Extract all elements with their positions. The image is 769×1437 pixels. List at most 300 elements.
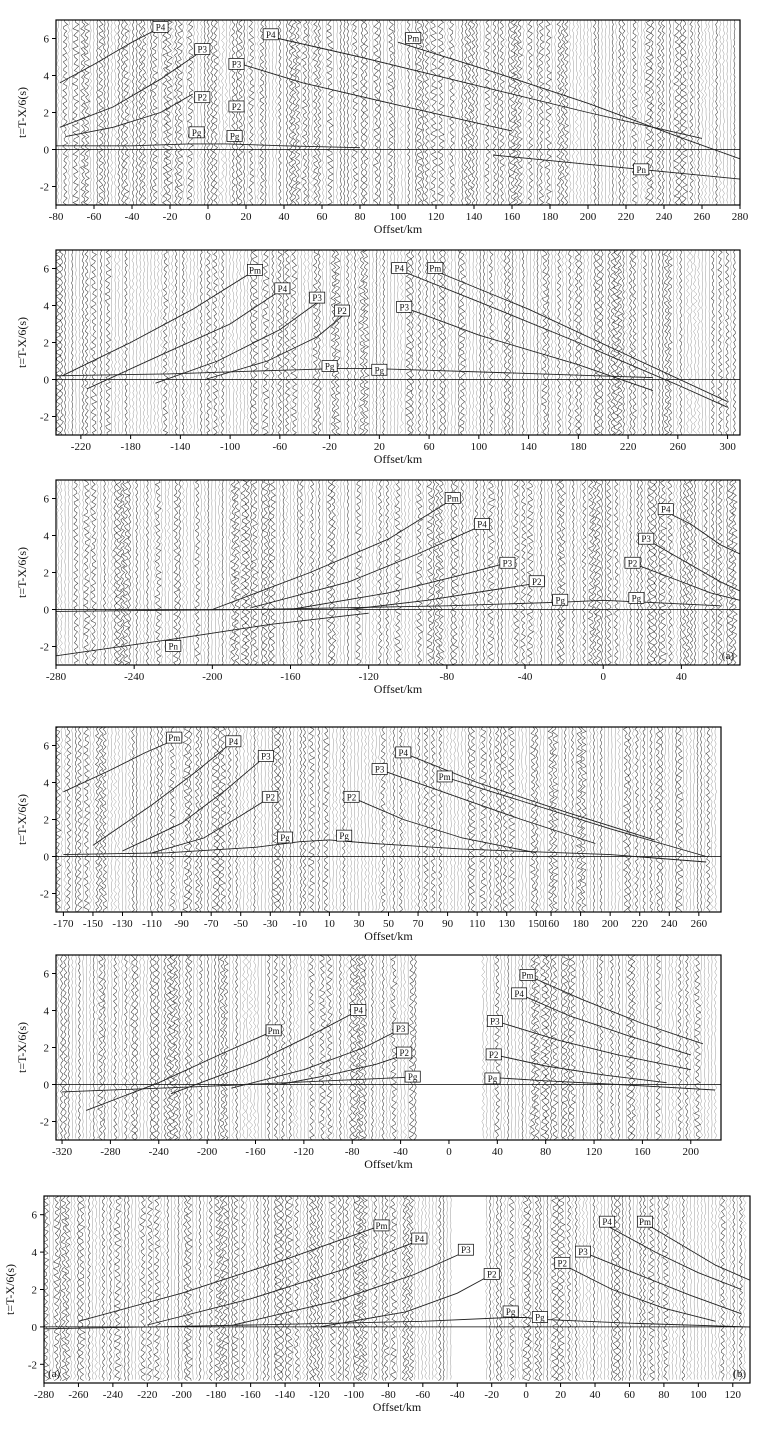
seismic-trace (459, 250, 465, 435)
seismic-trace (288, 20, 292, 205)
seismic-trace (515, 955, 517, 1139)
seismic-trace (217, 20, 221, 204)
x-tick-label: 80 (658, 1389, 670, 1401)
seismic-trace (730, 250, 732, 434)
seismic-trace (52, 1196, 54, 1380)
seismic-trace (262, 250, 269, 435)
seismic-trace (352, 955, 358, 1140)
seismic-trace (479, 727, 481, 911)
seismic-trace (114, 1196, 121, 1381)
x-tick-label: 160 (503, 211, 521, 223)
seismic-trace (210, 20, 214, 205)
seismic-trace (82, 727, 84, 911)
seismic-trace (533, 250, 536, 434)
travel-time-curve-p4 (519, 994, 691, 1055)
seismic-trace (333, 20, 334, 204)
x-axis-label: Offset/km (373, 682, 423, 696)
seismic-trace (349, 1196, 352, 1380)
seismic-trace (98, 727, 103, 912)
y-tick-label: 0 (31, 1321, 37, 1334)
seismic-trace (690, 20, 694, 205)
seismic-trace (91, 250, 97, 435)
seismic-trace (660, 727, 663, 912)
seismic-trace (614, 480, 619, 665)
x-tick-label: -100 (220, 441, 241, 453)
seismic-trace (327, 480, 333, 665)
seismic-trace (667, 727, 670, 911)
seismic-trace (131, 955, 136, 1140)
travel-time-curve-pn (56, 613, 369, 656)
seismic-trace (324, 955, 327, 1139)
seismic-trace (710, 727, 714, 911)
seismic-trace (498, 480, 499, 665)
x-tick-label: -120 (358, 671, 379, 683)
seismic-trace (689, 727, 691, 911)
x-tick-label: 60 (316, 211, 328, 223)
seismic-trace (383, 480, 385, 664)
seismic-trace (400, 480, 403, 664)
phase-label-pm: Pm (168, 733, 181, 744)
seismic-trace (645, 20, 652, 205)
seismic-trace (174, 20, 178, 205)
seismic-trace (121, 250, 123, 434)
seismic-trace (181, 955, 185, 1139)
seismic-trace (125, 250, 128, 435)
seismic-trace (424, 727, 429, 912)
seismic-trace (610, 955, 614, 1140)
seismic-trace (57, 20, 60, 204)
seismic-trace (163, 20, 169, 205)
x-tick-label: -130 (112, 918, 133, 930)
x-axis-label: Offset/km (364, 1157, 413, 1171)
seismic-trace (694, 480, 697, 665)
x-tick-label: -20 (322, 441, 337, 453)
phase-label-pg: Pg (505, 1306, 516, 1317)
seismic-trace (582, 480, 586, 665)
seismic-trace (182, 20, 185, 204)
seismic-trace (192, 1196, 193, 1380)
travel-time-curve-pg (56, 144, 360, 148)
x-tick-label: -40 (393, 1146, 408, 1158)
seismic-trace (663, 1196, 669, 1381)
seismic-trace (104, 250, 105, 434)
seismic-trace (617, 1196, 621, 1381)
seismic-trace (326, 480, 328, 664)
seismic-trace (485, 1196, 487, 1380)
seismic-trace (422, 250, 425, 434)
y-axis-label: t=T-X/6(s) (3, 1264, 17, 1315)
seismic-trace (376, 250, 377, 435)
x-axis-label: Offset/km (373, 222, 423, 236)
seismic-trace (279, 955, 281, 1139)
seismic-trace (537, 250, 539, 435)
seismic-trace (438, 20, 444, 205)
seismic-trace (454, 727, 456, 911)
seismic-trace (703, 727, 706, 911)
seismic-trace (228, 480, 231, 664)
seismic-trace (547, 727, 548, 911)
phase-label-pg: Pg (374, 365, 385, 376)
seismic-trace (656, 727, 661, 912)
seismic-trace (618, 20, 621, 205)
trace-group (55, 727, 717, 912)
y-tick-label: -2 (39, 888, 49, 901)
seismic-trace (112, 1196, 115, 1380)
seismic-trace (622, 20, 625, 205)
phase-label-p2: P2 (486, 1269, 497, 1280)
seismic-trace (219, 727, 225, 912)
seismic-trace (543, 727, 544, 911)
seismic-trace (281, 955, 285, 1140)
seismic-trace (425, 250, 428, 435)
seismic-trace (418, 727, 421, 912)
seismic-trace (575, 1196, 578, 1381)
seismic-trace (152, 1196, 154, 1380)
seismic-trace (635, 727, 639, 912)
seismic-trace (252, 480, 259, 665)
seismic-trace (79, 480, 81, 664)
seismic-trace (246, 1196, 248, 1380)
trace-group (56, 955, 717, 1140)
seismic-trace (476, 250, 478, 434)
seismic-trace (193, 727, 195, 911)
seismic-trace (159, 1196, 162, 1380)
seismic-trace (529, 727, 530, 911)
seismic-trace (336, 20, 339, 204)
seismic-trace (84, 1196, 87, 1380)
seismic-trace (113, 727, 117, 911)
seismic-trace (336, 955, 337, 1139)
phase-label-pn: Pn (168, 641, 179, 652)
seismic-trace (146, 955, 148, 1139)
seismic-trace (234, 480, 240, 665)
seismic-trace (150, 250, 151, 434)
seismic-trace (495, 955, 500, 1140)
seismic-trace (273, 727, 279, 912)
seismic-trace (88, 1196, 91, 1381)
phase-label-pm: Pm (267, 1025, 280, 1036)
x-tick-label: -40 (124, 211, 140, 223)
seismic-trace (315, 727, 316, 911)
seismic-trace (461, 480, 464, 665)
seismic-trace (386, 480, 390, 665)
seismic-trace (552, 955, 558, 1140)
seismic-trace (672, 727, 673, 911)
seismic-trace (100, 250, 102, 435)
seismic-trace (457, 727, 459, 911)
seismic-trace (67, 20, 70, 204)
seismic-trace (160, 250, 163, 434)
seismic-trace (554, 250, 556, 434)
seismic-trace (568, 727, 571, 911)
seismic-trace (345, 1196, 350, 1381)
seismic-trace (443, 20, 446, 204)
x-tick-label: 140 (520, 441, 537, 453)
seismic-trace (397, 20, 399, 204)
phase-label-p4: P4 (602, 1217, 612, 1228)
seismic-trace (298, 1196, 302, 1380)
seismic-trace (615, 727, 616, 911)
seismic-trace (625, 955, 627, 1139)
seismic-trace (154, 1196, 160, 1381)
seismic-trace (430, 250, 431, 434)
x-tick-label: 200 (579, 211, 597, 223)
seismic-trace (170, 727, 176, 912)
seismic-trace (575, 20, 579, 204)
seismic-trace (533, 480, 536, 664)
seismic-trace (409, 1196, 414, 1381)
seismic-trace (567, 955, 570, 1140)
seismic-trace (650, 20, 654, 205)
seismic-trace (431, 727, 436, 912)
phase-label-p4: P4 (277, 283, 288, 294)
seismic-trace (673, 250, 674, 434)
seismic-trace (370, 1196, 373, 1380)
seismic-trace (300, 250, 302, 434)
seismic-trace (204, 727, 205, 911)
seismic-trace (471, 20, 475, 205)
seismic-trace (526, 250, 527, 434)
seismic-trace (400, 20, 404, 204)
seismic-trace (187, 20, 193, 205)
seismic-trace (65, 480, 66, 664)
seismic-trace (385, 727, 388, 911)
seismic-trace (518, 1196, 520, 1380)
seismic-trace (220, 955, 226, 1140)
seismic-trace (164, 727, 167, 911)
seismic-trace (526, 480, 528, 664)
seismic-trace (123, 20, 129, 205)
x-tick-label: -80 (439, 671, 455, 683)
seismic-trace (539, 1196, 543, 1381)
y-tick-label: 0 (43, 604, 49, 617)
seismic-trace (209, 1196, 213, 1381)
seismic-trace (682, 955, 684, 1139)
phase-label-pg: Pg (324, 361, 335, 372)
seismic-trace (89, 727, 92, 911)
seismic-trace (394, 250, 395, 434)
seismic-trace (636, 480, 639, 665)
seismic-trace (489, 1196, 491, 1381)
seismic-trace (221, 250, 225, 435)
seismic-trace (598, 20, 600, 205)
seismic-trace (656, 955, 661, 1140)
seismic-trace (128, 20, 132, 204)
seismic-trace (129, 250, 131, 434)
seismic-trace (272, 20, 274, 204)
x-tick-label: -240 (124, 671, 145, 683)
seismic-trace (246, 727, 249, 911)
panel-6 (3, 1196, 750, 1414)
phase-label-p4: P4 (398, 747, 409, 758)
seismic-trace (308, 955, 309, 1139)
seismic-trace (639, 727, 642, 911)
seismic-trace (470, 727, 476, 912)
seismic-trace (438, 250, 443, 435)
seismic-trace (89, 955, 92, 1139)
y-tick-label: 4 (43, 530, 49, 543)
seismic-trace (203, 480, 206, 664)
seismic-trace (433, 480, 435, 665)
phase-label-p4: P4 (155, 22, 166, 33)
seismic-trace (719, 20, 722, 204)
seismic-trace (697, 250, 701, 434)
seismic-trace (734, 20, 736, 205)
seismic-trace (496, 1196, 499, 1381)
seismic-trace (318, 727, 320, 912)
seismic-trace (521, 1196, 525, 1380)
seismic-trace (196, 955, 198, 1139)
x-tick-label: -200 (197, 1146, 218, 1158)
seismic-trace (629, 480, 631, 665)
seismic-trace (674, 20, 680, 205)
seismic-trace (424, 1196, 427, 1380)
seismic-trace (625, 250, 629, 434)
trace-group (57, 20, 736, 205)
phase-label-p4: P4 (228, 736, 239, 747)
seismic-trace (302, 1196, 305, 1380)
seismic-trace (499, 20, 504, 205)
seismic-trace (120, 480, 125, 665)
seismic-trace (606, 955, 610, 1139)
seismic-trace (547, 1196, 548, 1381)
seismic-trace (579, 955, 581, 1139)
seismic-trace (405, 250, 406, 434)
x-tick-label: 70 (412, 918, 424, 930)
phase-label-pg: Pg (535, 1312, 545, 1323)
seismic-trace (102, 1196, 105, 1381)
x-axis-label: Offset/km (372, 1400, 422, 1414)
phase-label-p2: P2 (627, 558, 638, 569)
seismic-trace (72, 727, 73, 911)
seismic-trace (354, 727, 355, 911)
x-tick-label: -160 (280, 671, 301, 683)
seismic-trace (236, 20, 239, 205)
seismic-trace (375, 480, 378, 664)
seismic-trace (446, 727, 449, 911)
seismic-trace (406, 250, 412, 435)
phase-label-pg: Pg (631, 593, 642, 604)
seismic-trace (687, 20, 689, 204)
seismic-trace (483, 250, 485, 435)
seismic-trace (239, 1196, 241, 1380)
seismic-trace (124, 1196, 126, 1381)
x-tick-label: 40 (589, 1389, 601, 1401)
y-axis-label: t=T-X/6(s) (15, 547, 29, 598)
seismic-trace (249, 955, 253, 1139)
y-tick-label: 2 (31, 1284, 37, 1297)
x-tick-label: -200 (202, 671, 223, 683)
x-tick-label: -120 (293, 1146, 314, 1158)
seismic-trace (452, 480, 458, 665)
seismic-trace (388, 20, 394, 205)
x-tick-label: 40 (675, 671, 687, 683)
seismic-trace (285, 1196, 287, 1381)
seismic-trace (77, 727, 82, 912)
seismic-trace (632, 250, 636, 435)
seismic-trace (369, 480, 371, 664)
seismic-trace (626, 480, 629, 664)
seismic-trace (250, 480, 252, 665)
seismic-trace (350, 20, 353, 204)
seismic-trace (628, 727, 631, 912)
seismic-trace (114, 250, 116, 434)
seismic-trace (297, 480, 299, 665)
seismic-trace (722, 480, 725, 664)
seismic-trace (356, 955, 361, 1140)
seismic-trace (86, 955, 87, 1139)
seismic-trace (629, 250, 633, 435)
seismic-trace (99, 1196, 101, 1380)
seismic-trace (375, 955, 377, 1139)
panel-5 (15, 955, 721, 1171)
seismic-trace (450, 1196, 452, 1380)
seismic-trace (91, 480, 96, 665)
seismic-trace (519, 480, 521, 664)
phase-label-p3: P3 (312, 293, 322, 304)
seismic-trace (355, 480, 356, 664)
seismic-trace (669, 20, 670, 205)
seismic-trace (690, 250, 693, 434)
seismic-trace (142, 20, 146, 205)
y-tick-label: -2 (39, 1116, 49, 1129)
seismic-trace (508, 480, 510, 664)
seismic-trace (60, 955, 63, 1140)
seismic-trace (59, 1196, 61, 1381)
seismic-trace (682, 727, 684, 911)
seismic-trace (725, 1196, 728, 1380)
seismic-trace (559, 1196, 565, 1381)
seismic-trace (483, 480, 486, 665)
seismic-trace (193, 955, 194, 1139)
seismic-trace (73, 1196, 76, 1380)
seismic-trace (522, 250, 525, 435)
x-tick-label: 0 (600, 671, 606, 683)
x-tick-label: 200 (601, 918, 619, 930)
seismic-trace (75, 955, 76, 1139)
phase-label-p3: P3 (399, 302, 409, 313)
x-tick-label: -60 (415, 1389, 431, 1401)
seismic-trace (279, 480, 281, 664)
seismic-trace (619, 480, 621, 664)
y-tick-label: 6 (31, 1209, 37, 1222)
seismic-trace (649, 480, 656, 665)
seismic-trace (206, 1196, 208, 1380)
seismic-trace (72, 480, 73, 664)
seismic-trace (335, 480, 339, 664)
x-tick-label: -180 (120, 441, 141, 453)
seismic-trace (145, 1196, 147, 1380)
seismic-trace (681, 20, 687, 205)
travel-time-curve-p3 (380, 770, 596, 844)
seismic-trace (571, 1196, 574, 1380)
seismic-trace (347, 480, 349, 665)
seismic-trace (560, 480, 566, 665)
seismic-trace (564, 727, 567, 912)
seismic-trace (547, 480, 550, 664)
seismic-trace (128, 480, 131, 665)
seismic-trace (161, 480, 164, 664)
travel-time-curve-p4 (396, 269, 728, 408)
seismic-trace (362, 1196, 367, 1381)
seismic-trace (372, 20, 374, 204)
seismic-trace (630, 20, 632, 204)
seismic-trace (105, 250, 111, 435)
seismic-trace (622, 727, 623, 911)
seismic-trace (85, 250, 89, 435)
seismic-trace (386, 20, 388, 204)
x-tick-label: -60 (86, 211, 102, 223)
